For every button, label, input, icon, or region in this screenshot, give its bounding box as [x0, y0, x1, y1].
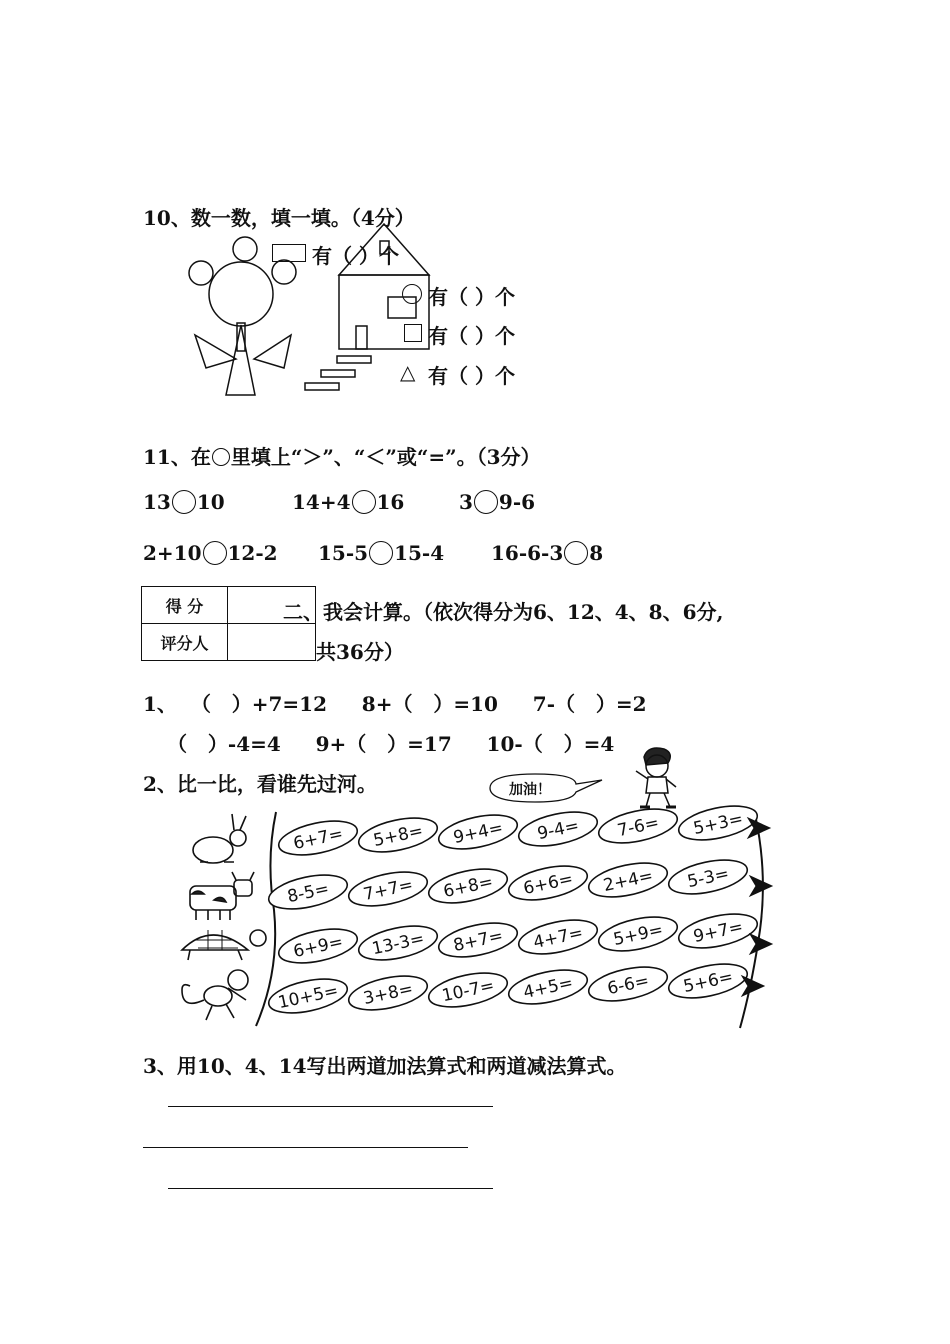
stone-equation: 10+5= — [276, 980, 341, 1014]
stone-equation: 7+7= — [361, 874, 415, 905]
stepping-stone[interactable] — [596, 803, 680, 849]
q10-row-rectangle: 有（ ）个 — [312, 244, 399, 268]
stepping-stone[interactable] — [676, 800, 760, 846]
stone-equation: 7-6= — [615, 812, 661, 842]
rabbit-icon — [193, 814, 246, 863]
stone-equation: 13-3= — [370, 928, 427, 960]
section2-title: 二、我会计算。（依次得分为6、12、4、8、6分, — [283, 600, 724, 624]
stepping-stone[interactable] — [506, 860, 590, 906]
stepping-stone[interactable] — [516, 914, 600, 960]
stepping-stone[interactable] — [266, 973, 350, 1019]
arrow-icon — [750, 876, 772, 896]
stepping-stone[interactable] — [266, 869, 350, 915]
q10-row-square: 有（ ）个 — [428, 324, 515, 348]
stone-equation: 6+9= — [291, 931, 345, 962]
stone-equation: 5+3= — [691, 808, 745, 839]
stone-equation: 9+7= — [691, 916, 745, 947]
circle-icon — [212, 448, 230, 466]
compare-item: 13 10 — [143, 490, 225, 514]
q10-title: 10、数一数，填一填。（4分） — [143, 206, 415, 230]
answer-line[interactable] — [143, 1147, 468, 1148]
stepping-stone[interactable] — [586, 961, 670, 1007]
stepping-stone[interactable] — [426, 863, 510, 909]
stepping-stone[interactable] — [666, 854, 750, 900]
section2-title-cont: 共36分） — [316, 640, 404, 664]
answer-circle[interactable] — [172, 490, 196, 514]
triangle-icon: △ — [400, 360, 416, 384]
stone-equation: 9-4= — [535, 815, 581, 845]
left-bank — [256, 812, 276, 1026]
answer-circle[interactable] — [474, 490, 498, 514]
stone-equation: 5+6= — [681, 966, 735, 997]
stone-equation: 10-7= — [440, 975, 497, 1007]
stepping-stone[interactable] — [666, 958, 750, 1004]
stepping-stone[interactable] — [596, 911, 680, 957]
stepping-stone[interactable] — [356, 812, 440, 858]
answer-line[interactable] — [168, 1188, 493, 1189]
monkey-icon — [182, 970, 248, 1020]
stone-equation: 4+7= — [531, 922, 585, 953]
stepping-stone[interactable] — [586, 857, 670, 903]
compare-item: 16-6-3 8 — [491, 541, 604, 565]
arrow-icon — [742, 976, 764, 996]
stone-equation: 5-3= — [685, 863, 731, 893]
stepping-stone[interactable] — [276, 923, 360, 969]
stone-equation: 6+6= — [521, 868, 575, 899]
stone-equation: 6-6= — [605, 970, 651, 1000]
turtle-icon — [182, 930, 266, 960]
p3-title: 3、用10、4、14写出两道加法算式和两道减法算式。 — [143, 1054, 627, 1078]
compare-item: 14+4 16 — [292, 490, 405, 514]
river-race — [168, 800, 808, 1032]
grader-label: 评分人 — [142, 624, 228, 661]
stone-equation: 6+7= — [291, 823, 345, 854]
stepping-stone[interactable] — [436, 809, 520, 855]
q10-row-triangle: 有（ ）个 — [428, 364, 515, 388]
answer-circle[interactable] — [564, 541, 588, 565]
stepping-stone[interactable] — [426, 967, 510, 1013]
stone-equation: 5+8= — [371, 820, 425, 851]
answer-circle[interactable] — [203, 541, 227, 565]
stepping-stone[interactable] — [506, 964, 590, 1010]
cheer-text: 加油！ — [509, 782, 551, 798]
stone-equation: 2+4= — [601, 865, 655, 896]
answer-line[interactable] — [168, 1106, 493, 1107]
stone-equation: 9+4= — [451, 817, 505, 848]
answer-circle[interactable] — [369, 541, 393, 565]
stone-equation: 3+8= — [361, 978, 415, 1009]
stepping-stone[interactable] — [516, 806, 600, 852]
stone-equation: 5+9= — [611, 919, 665, 950]
stepping-stone[interactable] — [676, 908, 760, 954]
compare-item: 2+10 12-2 — [143, 541, 278, 565]
q11-title: 11、在 里填上“＞”、“＜”或“=”。（3分） — [143, 445, 541, 469]
stepping-stone[interactable] — [436, 917, 520, 963]
grader-field[interactable] — [228, 624, 316, 661]
arrow-icon — [750, 934, 772, 954]
stepping-stone[interactable] — [276, 815, 360, 861]
p2-title: 2、比一比，看谁先过河。 — [143, 772, 377, 796]
rectangle-icon — [272, 244, 306, 262]
cow-icon — [190, 872, 254, 920]
answer-circle[interactable] — [352, 490, 376, 514]
square-icon — [404, 324, 422, 342]
circle-icon — [402, 284, 422, 304]
q10-row-circle: 有（ ）个 — [428, 285, 515, 309]
stone-equation: 8-5= — [285, 878, 331, 908]
score-label: 得 分 — [142, 587, 228, 624]
stepping-stone[interactable] — [346, 866, 430, 912]
arrow-icons — [742, 818, 772, 996]
stepping-stone[interactable] — [346, 970, 430, 1016]
p1-line2: （ ）-4=4 9+（ ）=17 10-（ ）=4 — [167, 732, 615, 756]
p1-line1: 1、 （ ）+7=12 8+（ ）=10 7-（ ）=2 — [143, 692, 647, 716]
compare-item: 3 9-6 — [459, 490, 536, 514]
stepping-stone[interactable] — [356, 920, 440, 966]
compare-item: 15-5 15-4 — [318, 541, 445, 565]
stone-equation: 8+7= — [451, 925, 505, 956]
stone-equation: 6+8= — [441, 871, 495, 902]
stone-equation: 4+5= — [521, 972, 575, 1003]
